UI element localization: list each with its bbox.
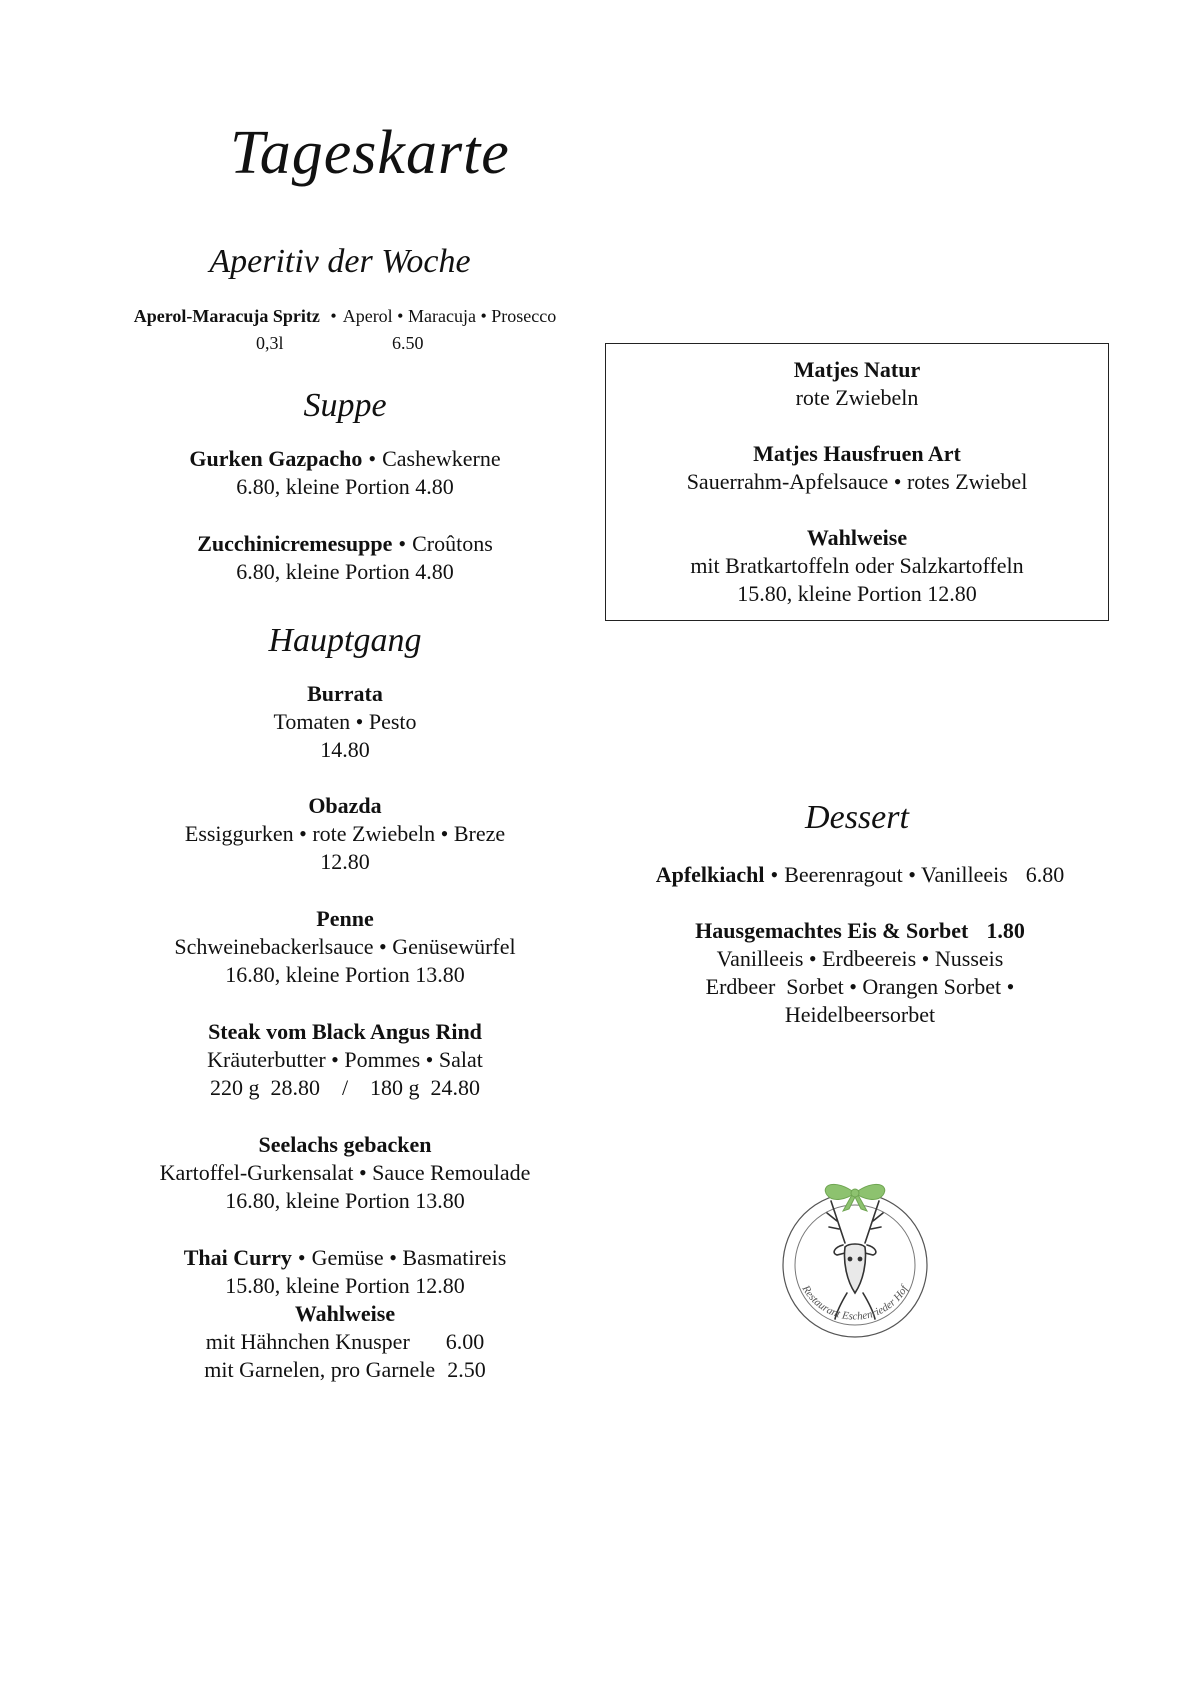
dish-desc: Heidelbeersorbet xyxy=(784,1002,936,1027)
hauptgang-item: Thai Curry • Gemüse • Basmatireis 15.80, kleine Portion 12.80 Wahlweise mit Hähnchen Knusper 6.00 mit Garnelen, pro Garnele 2.50 xyxy=(95,1244,595,1384)
dish-name: Obazda xyxy=(308,793,382,818)
dish-price: 15.80, kleine Portion 12.80 xyxy=(225,1273,465,1298)
restaurant-logo xyxy=(775,1163,935,1343)
dish-desc: Gemüse • Basmatireis xyxy=(311,1245,507,1270)
dish-price: 6.80, kleine Portion 4.80 xyxy=(236,474,454,499)
logo-text: Restaurant Eschenrieder Hof xyxy=(799,1283,911,1323)
matjes-content xyxy=(605,356,1109,608)
stag-emblem-icon xyxy=(775,1163,935,1343)
dish-desc: Schweinebackerlsauce • Genüsewürfel xyxy=(174,934,516,959)
dish-price: 6.80 xyxy=(1025,862,1065,887)
dish-price: 14.80 xyxy=(320,737,370,762)
dish-name: Matjes Natur xyxy=(793,357,921,382)
dessert-item: Apfelkiachl • Beerenragout • Vanilleeis 6.80 xyxy=(655,862,1065,887)
dish-desc: Essiggurken • rote Zwiebeln • Breze xyxy=(184,821,506,846)
hauptgang-item xyxy=(95,792,595,876)
dish-desc: Erdbeer Sorbet • Orangen Sorbet • xyxy=(705,974,1015,999)
dish-desc: Beerenragout • Vanilleeis xyxy=(784,862,1008,887)
dish-name: Penne xyxy=(316,906,374,931)
aperitif-price: 6.50 xyxy=(392,333,424,353)
dish-price: 1.80 xyxy=(986,918,1025,943)
dish-name: Apfelkiachl xyxy=(655,862,765,887)
dish-name: Seelachs gebacken xyxy=(258,1132,432,1157)
dish-name: Gurken Gazpacho xyxy=(189,446,363,471)
dish-desc: Tomaten • Pesto xyxy=(273,709,417,734)
hauptgang-item xyxy=(95,905,595,989)
hauptgang-item xyxy=(95,1018,595,1102)
page-title: Tageskarte xyxy=(230,119,510,187)
wahlweise-desc: mit Bratkartoffeln oder Salzkartoffeln xyxy=(690,553,1024,578)
dish-price: 16.80, kleine Portion 13.80 xyxy=(225,962,465,987)
dish-name: Matjes Hausfruen Art xyxy=(753,441,961,466)
dessert-item xyxy=(600,917,1120,1029)
aperitif-line: Aperol-Maracuja Spritz • Aperol • Maracuja • Prosecco xyxy=(133,306,557,326)
suppe-heading: Suppe xyxy=(303,387,387,424)
dessert-heading: Dessert xyxy=(805,799,909,836)
dish-desc: Croûtons xyxy=(412,531,493,556)
dish-price: 12.80 xyxy=(320,849,370,874)
suppe-item: Gurken Gazpacho • Cashewkerne 6.80, kleine Portion 4.80 xyxy=(95,445,595,501)
dish-desc: Sauerrahm-Apfelsauce • rotes Zwiebel xyxy=(686,469,1028,494)
suppe-item: Zucchinicremesuppe • Croûtons 6.80, kleine Portion 4.80 xyxy=(95,530,595,586)
hauptgang-item xyxy=(95,680,595,764)
aperitif-heading: Aperitiv der Woche xyxy=(209,243,471,280)
dish-price: 15.80, kleine Portion 12.80 xyxy=(737,581,977,606)
dish-price: 6.80, kleine Portion 4.80 xyxy=(236,559,454,584)
dish-desc: Vanilleeis • Erdbeereis • Nusseis xyxy=(716,946,1004,971)
dish-desc: Kräuterbutter • Pommes • Salat xyxy=(207,1047,483,1072)
dish-desc: rote Zwiebeln xyxy=(795,385,919,410)
dish-name: Hausgemachtes Eis & Sorbet xyxy=(695,918,969,943)
wahlweise-label: Wahlweise xyxy=(806,525,908,550)
dish-name: Burrata xyxy=(307,681,383,706)
dish-price: 220 g 28.80 / 180 g 24.80 xyxy=(209,1075,481,1100)
wahlweise-option: mit Garnelen, pro Garnele 2.50 xyxy=(204,1357,486,1382)
hauptgang-item xyxy=(95,1131,595,1215)
hauptgang-heading: Hauptgang xyxy=(268,622,422,659)
aperitif-size: 0,3l xyxy=(256,333,284,353)
wahlweise-option: mit Hähnchen Knusper 6.00 xyxy=(205,1329,485,1354)
stag-head-icon xyxy=(827,1201,883,1319)
dish-desc: Cashewkerne xyxy=(382,446,501,471)
dish-name: Zucchinicremesuppe xyxy=(197,531,393,556)
dish-name: Steak vom Black Angus Rind xyxy=(208,1019,482,1044)
dish-price: 16.80, kleine Portion 13.80 xyxy=(225,1188,465,1213)
wahlweise-label: Wahlweise xyxy=(294,1301,396,1326)
aperitif-desc: Aperol • Maracuja • Prosecco xyxy=(342,306,557,326)
dish-name: Thai Curry xyxy=(183,1245,292,1270)
aperitif-name: Aperol-Maracuja Spritz xyxy=(133,306,320,326)
ribbon-bow-icon xyxy=(825,1184,884,1211)
dish-desc: Kartoffel-Gurkensalat • Sauce Remoulade xyxy=(159,1160,531,1185)
